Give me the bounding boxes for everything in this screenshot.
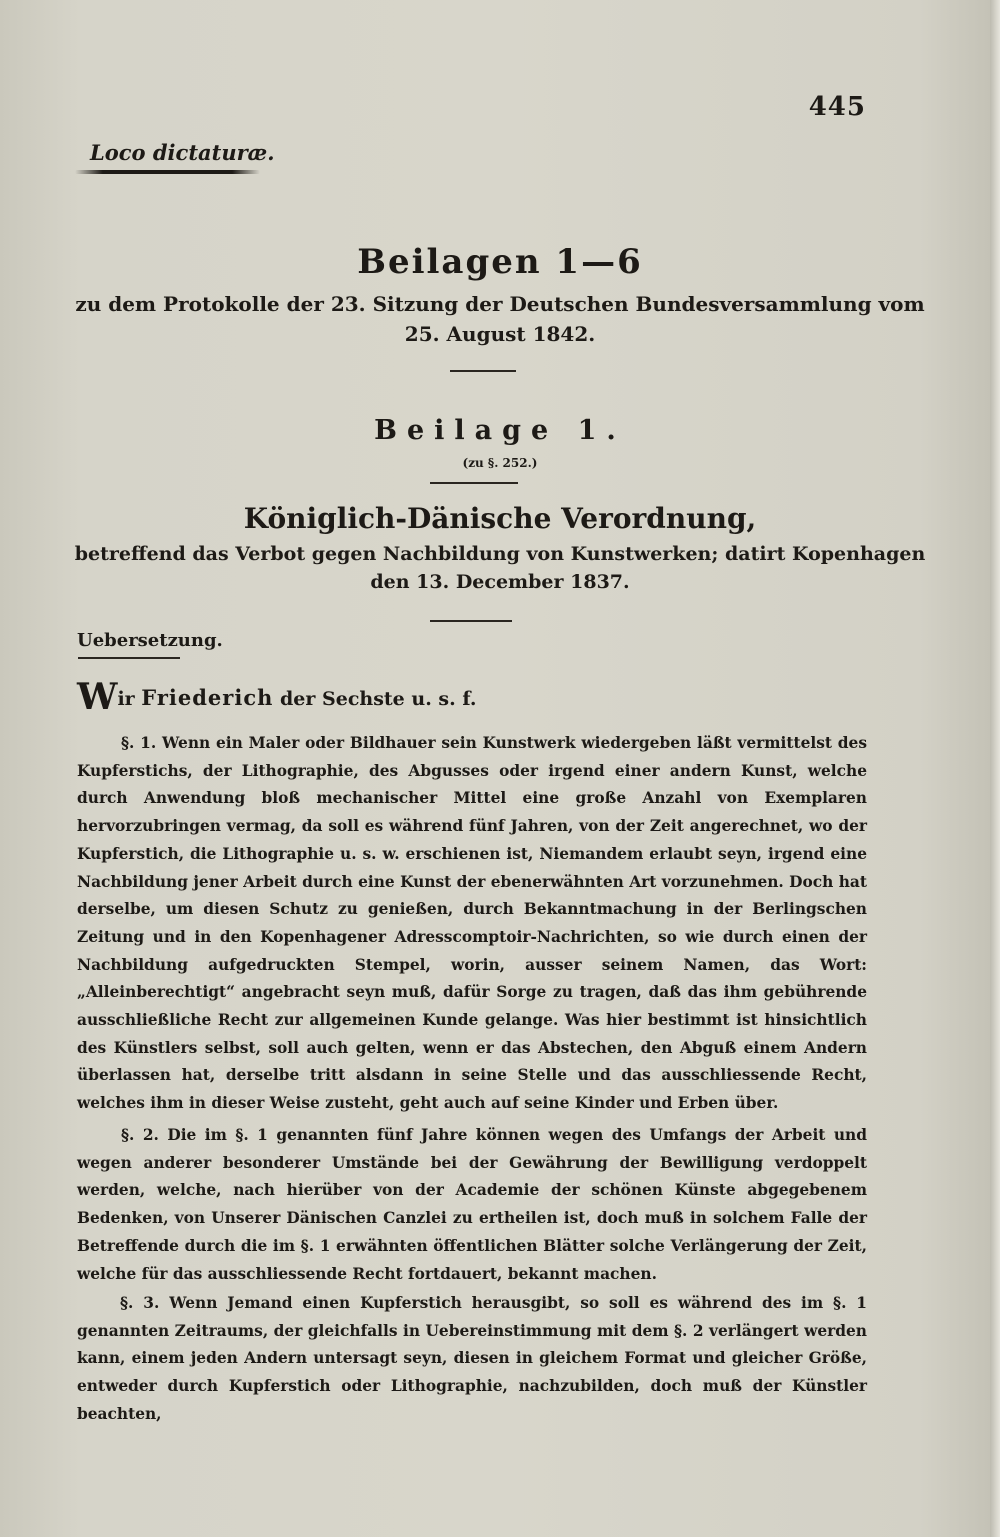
document-title: Beilagen 1—6 (357, 242, 643, 282)
paragraph-2 (77, 1122, 867, 1288)
section-heading: Beilage 1. (374, 415, 626, 446)
divider (430, 482, 518, 484)
divider (450, 370, 516, 372)
preamble-word: ir (117, 688, 135, 710)
section-reference: (zu §. 252.) (462, 456, 538, 470)
marginal-note-rule (75, 170, 260, 174)
preamble-text: der Sechste u. s. f. (280, 688, 477, 710)
ordinance-subtitle-line1: betreffend das Verbot gegen Nachbildung von Kunstwerken; datirt Kopenhagen (74, 543, 926, 565)
paragraph-text: §. 2. Die im §. 1 genannten fünf Jahre können wegen des Umfangs der Arbeit und wegen anderer besonderer Umstände bei der Gewährung der Bewilligung verdoppelt werden, welche, nach hierüber von der Academie der schönen Künste abgegebenem Bedenken, von Unserer Dänischen Canzlei zu ertheilen ist, doch muß in solchem Falle der Betreffende durch die im §. 1 erwähnten öffentlichen Blätter solche Verlängerung der Zeit, welche für das ausschliessende Recht fortdauert, bekannt machen. (77, 1126, 867, 1283)
paragraph-3 (77, 1290, 867, 1429)
page-number: 445 (808, 92, 866, 122)
paragraph-text: §. 1. Wenn ein Maler oder Bildhauer sein Kunstwerk wiedergeben läßt vermittelst des Kupferstichs, der Lithographie, des Abgusses oder irgend einer andern Kunst, welche durch Anwendung bloß mechanischer Mittel eine große Anzahl von Exemplaren hervorzubringen vermag, da soll es während fünf Jahren, von der Zeit angerechnet, wo der Kupferstich, die Lithographie u. s. w. erschienen ist, Niemandem erlaubt seyn, irgend eine Nachbildung jener Arbeit durch eine Kunst der ebenerwähnten Art vorzunehmen. Doch hat derselbe, um diesen Schutz zu genießen, durch Bekanntmachung in der Berlingschen Zeitung und in den Kopenhagener Adresscomptoir-Nachrichten, so wie durch einen der Nachbildung aufgedruckten Stempel, worin, ausser seinem Namen, das Wort: „Alleinberechtigt“ angebracht seyn muß, dafür Sorge zu tragen, daß das ihm gebührende ausschließliche Recht zur allgemeinen Kunde gelange. Was hier bestimmt ist hinsichtlich des Künstlers selbst, soll auch gelten, wenn er das Abstechen, den Abguß einem Andern überlassen hat, derselbe tritt alsdann in seine Stelle und das ausschliessende Recht, welches ihm in dieser Weise zusteht, geht auch auf seine Kinder und Erben über. (77, 734, 867, 1113)
paragraph-text: §. 3. Wenn Jemand einen Kupferstich herausgibt, so soll es während des im §. 1 genannten Zeitraums, der gleichfalls in Uebereinstimmung mit dem §. 2 verlängert werden kann, einem jeden Andern untersagt seyn, diesen in gleichem Format und gleicher Größe, entweder durch Kupferstich oder Lithographie, nachzubilden, doch muß der Künstler beachten, (77, 1294, 867, 1423)
marginal-note: Loco dictaturæ. (90, 140, 275, 165)
translation-label-rule (78, 657, 180, 659)
divider (430, 620, 512, 622)
page-edge (990, 0, 1000, 1537)
preamble-name: Friederich (141, 685, 274, 710)
drop-initial: W (77, 676, 118, 718)
preamble (77, 676, 476, 718)
ordinance-subtitle-line2: den 13. December 1837. (370, 571, 630, 593)
translation-label: Uebersetzung. (77, 630, 223, 651)
ordinance-title: Königlich-Dänische Verordnung, (243, 502, 757, 535)
paragraph-1 (77, 730, 867, 1118)
document-subtitle-line2: 25. August 1842. (404, 322, 596, 346)
document-subtitle-line1: zu dem Protokolle der 23. Sitzung der Deutschen Bundesversammlung vom (75, 292, 925, 316)
